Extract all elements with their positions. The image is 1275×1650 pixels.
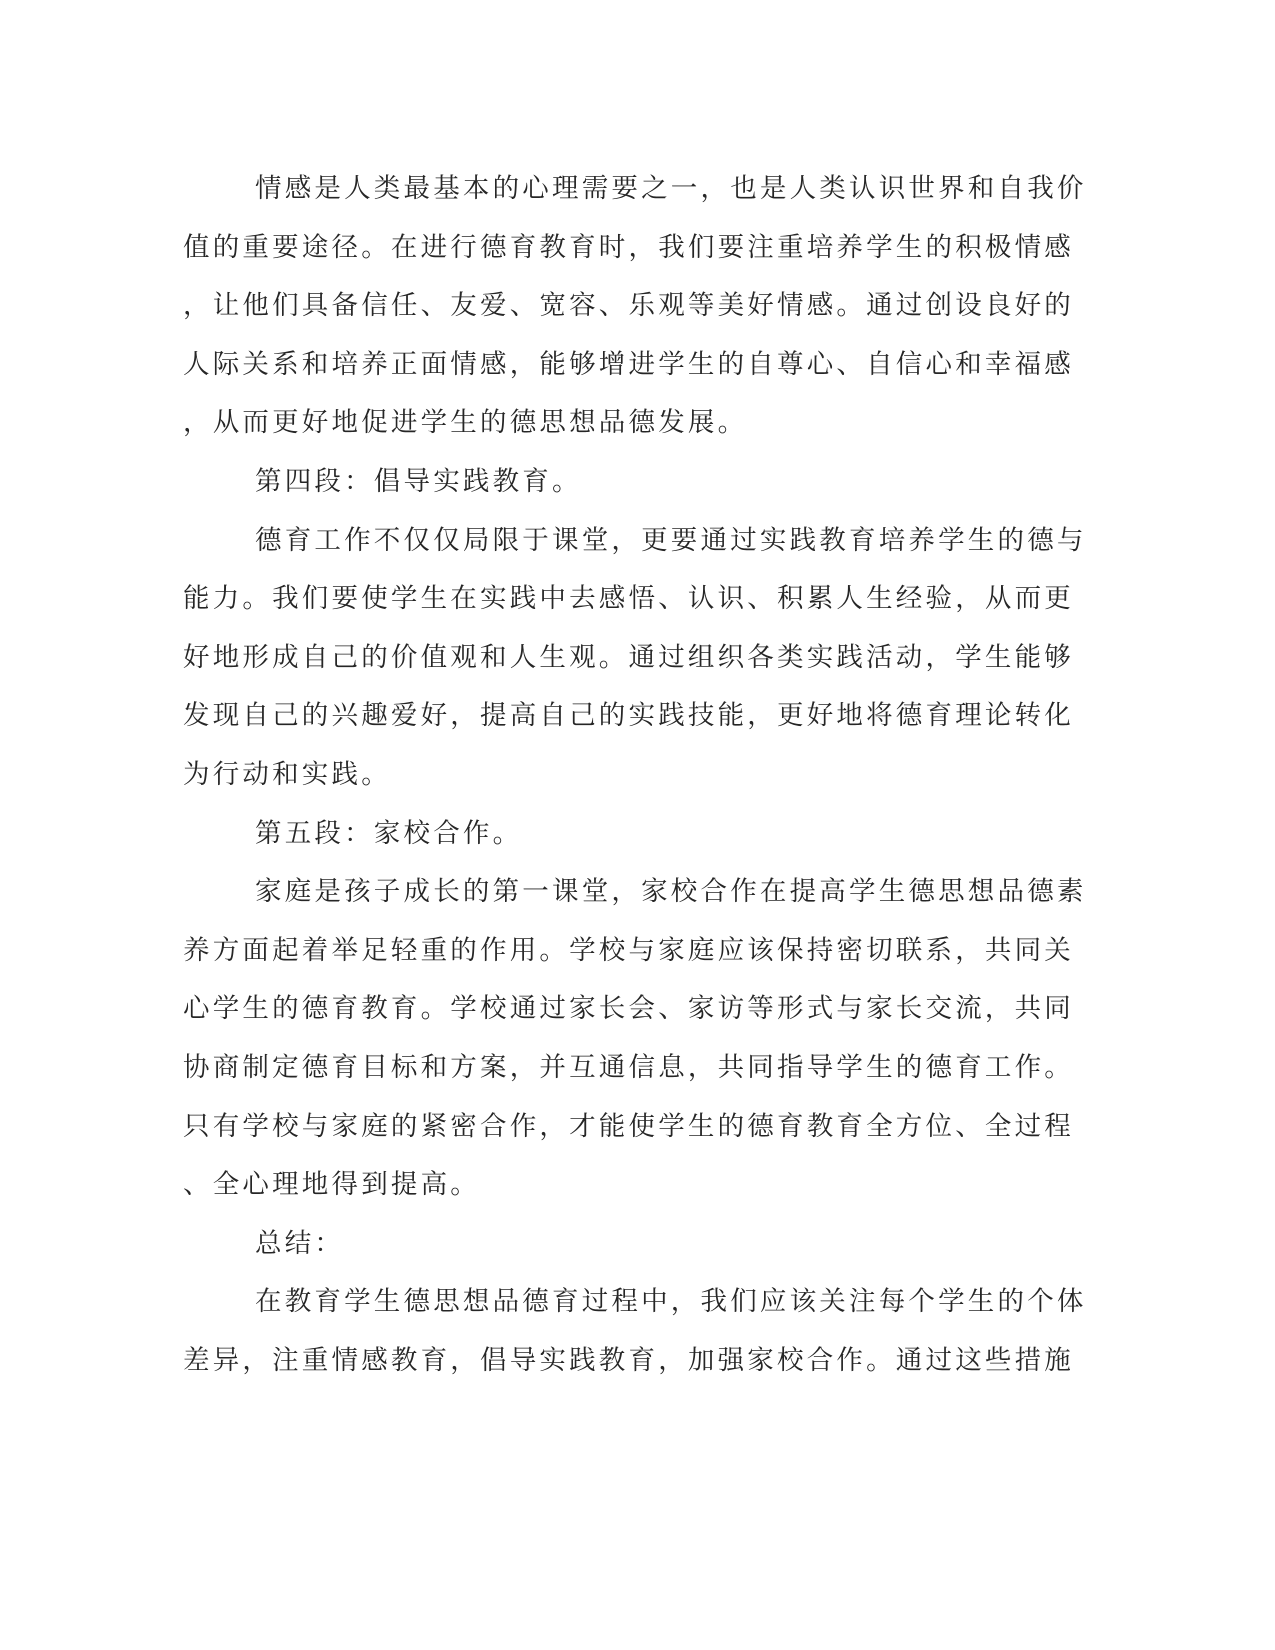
text-line: ，从而更好地促进学生的德思想品德发展。 (183, 407, 748, 439)
text-line: 在教育学生德思想品德育过程中，我们应该关注每个学生的个体 (255, 1286, 1087, 1318)
text-line: 德育工作不仅仅局限于课堂，更要通过实践教育培养学生的德与 (255, 524, 1087, 556)
text-line: 心学生的德育教育。学校通过家长会、家访等形式与家长交流，共同 (183, 993, 1074, 1025)
document-body (183, 160, 1087, 1390)
text-line: 协商制定德育目标和方案，并互通信息，共同指导学生的德育工作。 (183, 1051, 1074, 1083)
text-line: 总结： (255, 1227, 345, 1259)
text-line: 为行动和实践。 (183, 758, 391, 790)
text-line: 家庭是孩子成长的第一课堂，家校合作在提高学生德思想品德素 (255, 876, 1087, 908)
text-line: 发现自己的兴趣爱好，提高自己的实践技能，更好地将德育理论转化 (183, 700, 1074, 732)
text-line: 能力。我们要使学生在实践中去感悟、认识、积累人生经验，从而更 (183, 583, 1074, 615)
text-line: 人际关系和培养正面情感，能够增进学生的自尊心、自信心和幸福感 (183, 348, 1074, 380)
text-line: 第五段：家校合作。 (255, 817, 523, 849)
text-line: 好地形成自己的价值观和人生观。通过组织各类实践活动，学生能够 (183, 641, 1074, 673)
text-line: 只有学校与家庭的紧密合作，才能使学生的德育教育全方位、全过程 (183, 1110, 1074, 1142)
text-line: 、全心理地得到提高。 (183, 1169, 480, 1201)
text-line: 值的重要途径。在进行德育教育时，我们要注重培养学生的积极情感 (183, 231, 1074, 263)
text-line: ，让他们具备信任、友爱、宽容、乐观等美好情感。通过创设良好的 (183, 290, 1074, 322)
text-line: 差异，注重情感教育，倡导实践教育，加强家校合作。通过这些措施 (183, 1344, 1074, 1376)
text-line: 养方面起着举足轻重的作用。学校与家庭应该保持密切联系，共同关 (183, 934, 1074, 966)
text-line: 第四段：倡导实践教育。 (255, 465, 582, 497)
text-line: 情感是人类最基本的心理需要之一，也是人类认识世界和自我价 (255, 173, 1087, 204)
